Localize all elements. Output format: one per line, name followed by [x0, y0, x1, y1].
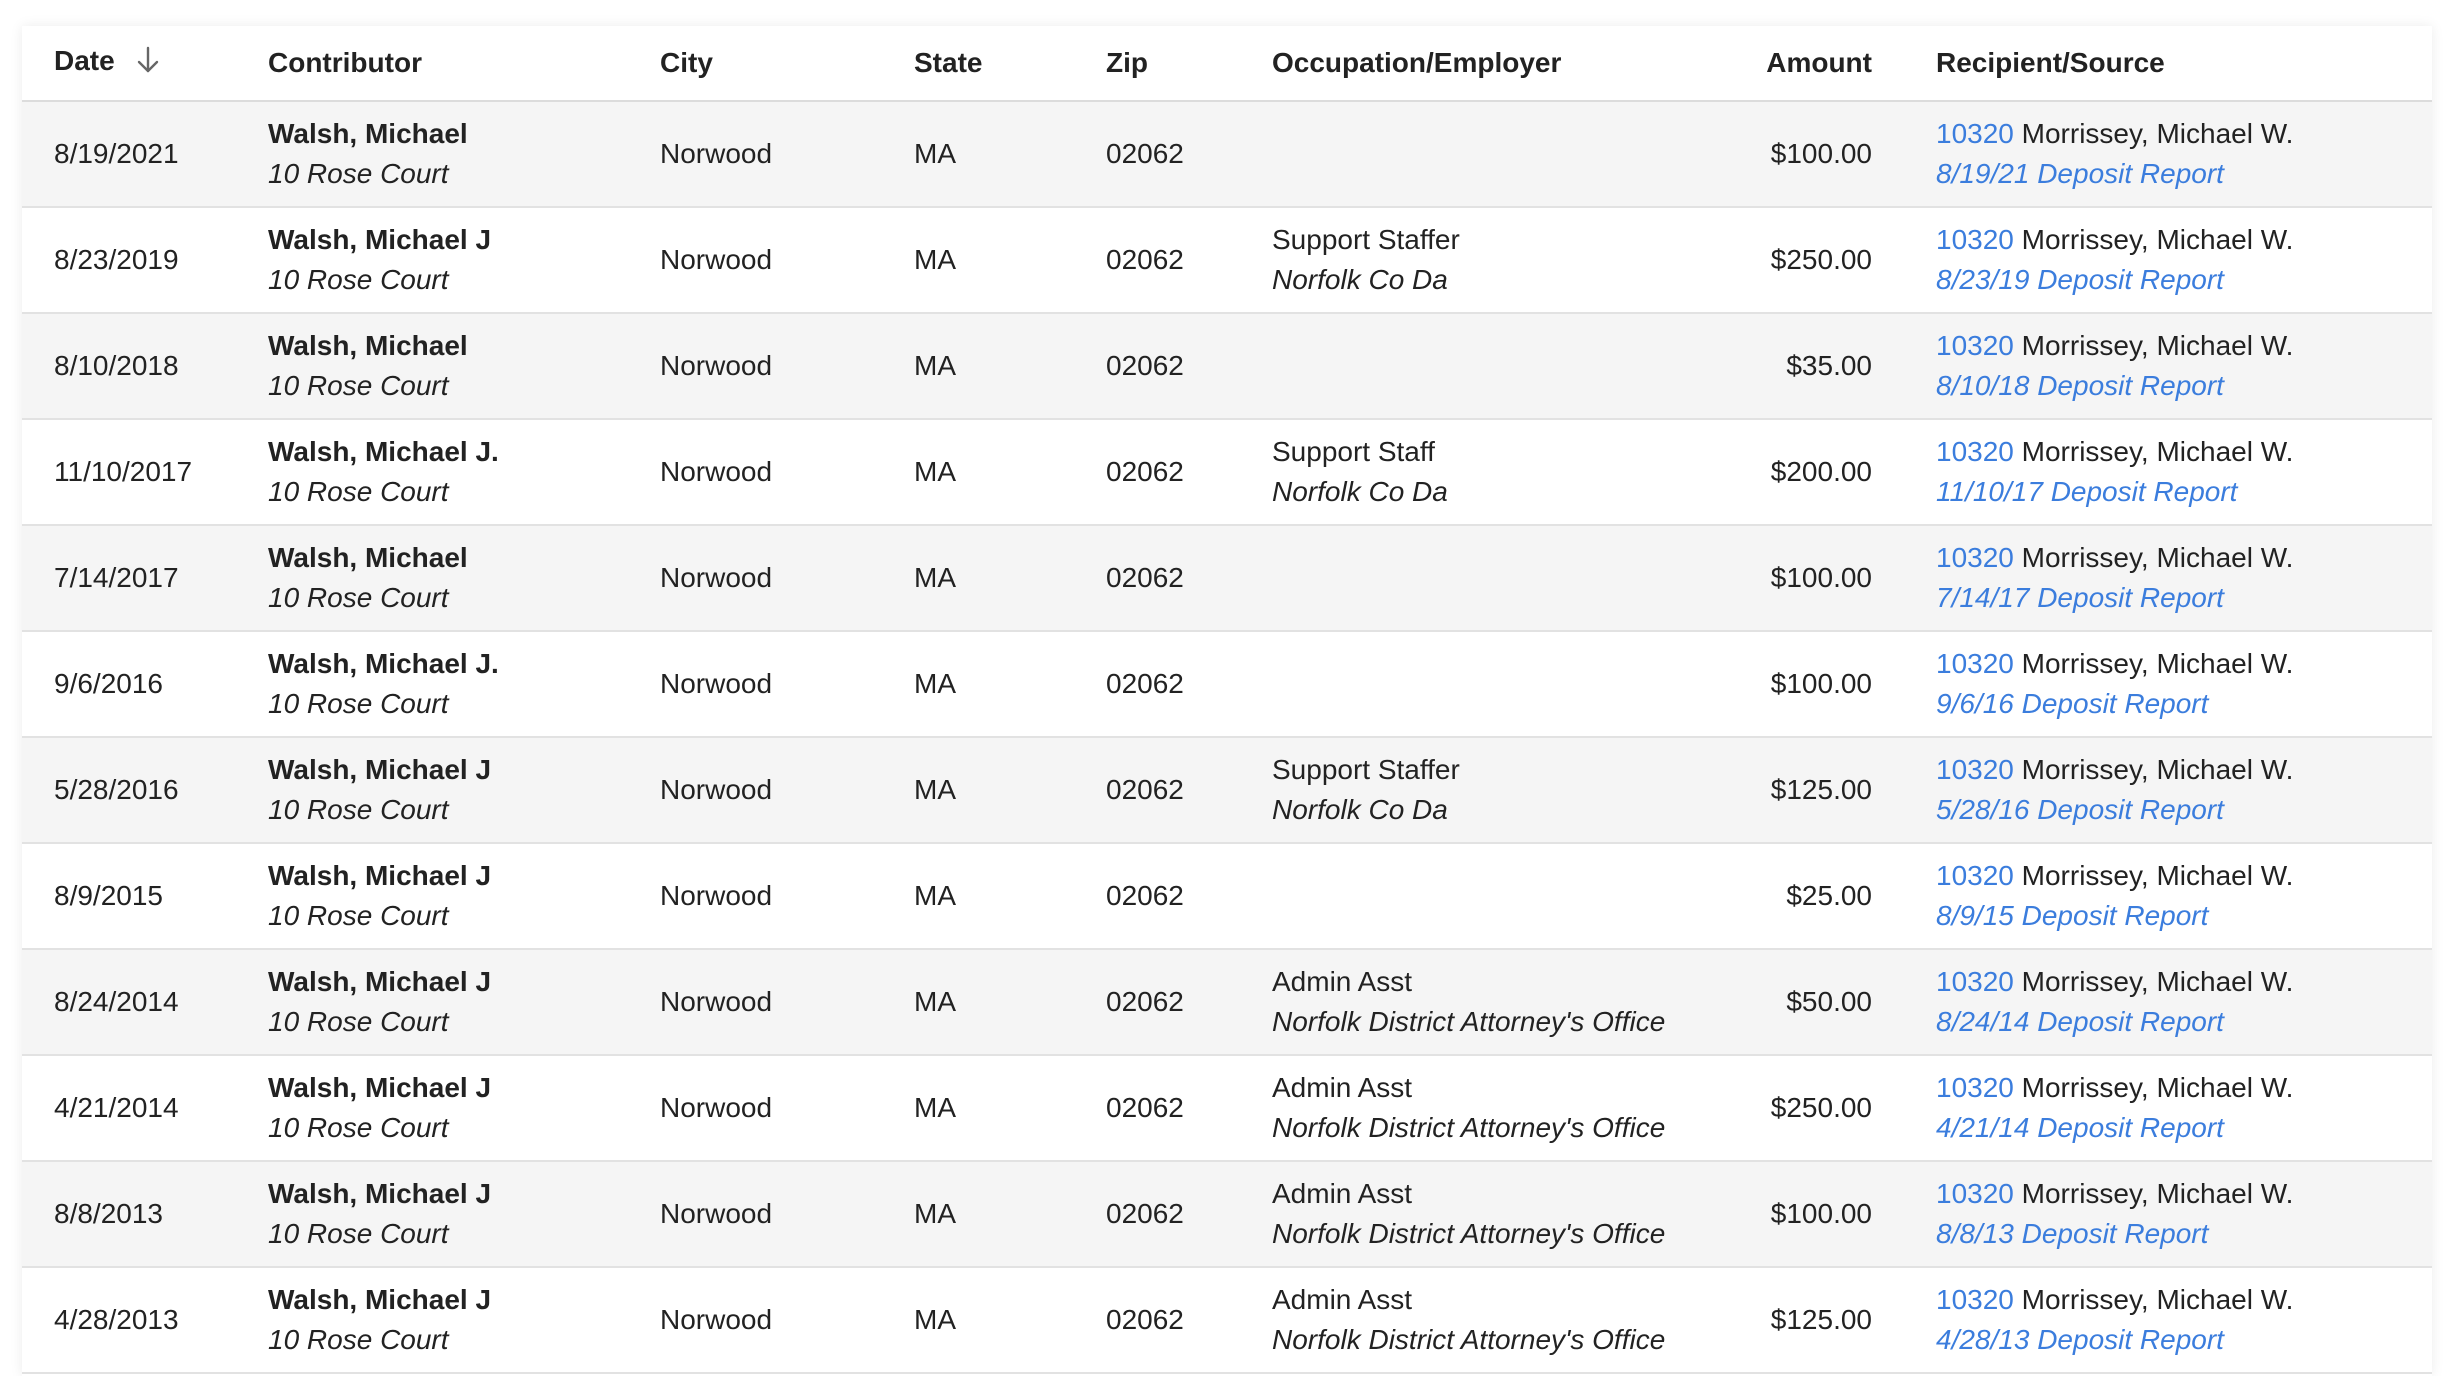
occupation: Support Staff — [1272, 436, 1435, 467]
cell-state: MA — [914, 1267, 1106, 1373]
deposit-report-link[interactable]: 8/10/18 Deposit Report — [1936, 370, 2224, 401]
cell-amount: $35.00 — [1672, 313, 1872, 419]
column-header-occupation[interactable]: Occupation/Employer — [1272, 26, 1672, 101]
deposit-report-link[interactable]: 8/9/15 Deposit Report — [1936, 900, 2209, 931]
employer: Norfolk District Attorney's Office — [1272, 1324, 1666, 1355]
contributions-table — [22, 26, 2432, 1374]
cell-occupation-employer — [1272, 737, 1672, 843]
cell-date: 8/24/2014 — [22, 949, 268, 1055]
table-row — [22, 843, 2432, 949]
cell-amount: $25.00 — [1672, 843, 1872, 949]
column-header-city[interactable]: City — [660, 26, 914, 101]
contributor-name: Walsh, Michael J — [268, 1178, 492, 1209]
contributor-address: 10 Rose Court — [268, 1112, 449, 1143]
column-header-date-label: Date — [54, 45, 115, 77]
cell-date: 4/28/2013 — [22, 1267, 268, 1373]
table-row — [22, 419, 2432, 525]
cell-recipient — [1872, 631, 2432, 737]
cell-zip: 02062 — [1106, 1161, 1272, 1267]
cell-recipient — [1872, 843, 2432, 949]
cell-date: 11/10/2017 — [22, 419, 268, 525]
cell-occupation-employer — [1272, 313, 1672, 419]
cell-state: MA — [914, 1161, 1106, 1267]
recipient-id-link[interactable]: 10320 — [1936, 1178, 2014, 1209]
cell-city: Norwood — [660, 949, 914, 1055]
recipient-id-link[interactable]: 10320 — [1936, 1284, 2014, 1315]
cell-date: 9/6/2016 — [22, 631, 268, 737]
table-row — [22, 101, 2432, 207]
recipient-id-link[interactable]: 10320 — [1936, 118, 2014, 149]
cell-city: Norwood — [660, 631, 914, 737]
employer: Norfolk Co Da — [1272, 794, 1448, 825]
occupation: Admin Asst — [1272, 1178, 1413, 1209]
employer: Norfolk Co Da — [1272, 476, 1448, 507]
table-row — [22, 525, 2432, 631]
contributor-name: Walsh, Michael J — [268, 754, 492, 785]
cell-city: Norwood — [660, 101, 914, 207]
cell-zip: 02062 — [1106, 313, 1272, 419]
recipient-name: Morrissey, Michael W. — [2021, 1178, 2294, 1209]
cell-zip: 02062 — [1106, 631, 1272, 737]
contributor-address: 10 Rose Court — [268, 794, 449, 825]
cell-city: Norwood — [660, 1161, 914, 1267]
recipient-id-link[interactable]: 10320 — [1936, 648, 2014, 679]
deposit-report-link[interactable]: 8/24/14 Deposit Report — [1936, 1006, 2224, 1037]
cell-contributor — [268, 631, 660, 737]
cell-date: 8/23/2019 — [22, 207, 268, 313]
contributor-address: 10 Rose Court — [268, 1006, 449, 1037]
occupation: Support Staffer — [1272, 224, 1460, 255]
deposit-report-link[interactable]: 4/21/14 Deposit Report — [1936, 1112, 2224, 1143]
cell-occupation-employer — [1272, 1055, 1672, 1161]
recipient-id-link[interactable]: 10320 — [1936, 224, 2014, 255]
recipient-name: Morrissey, Michael W. — [2021, 860, 2294, 891]
column-header-contributor[interactable]: Contributor — [268, 26, 660, 101]
recipient-id-link[interactable]: 10320 — [1936, 330, 2014, 361]
cell-occupation-employer — [1272, 843, 1672, 949]
table-row — [22, 1267, 2432, 1373]
contributor-address: 10 Rose Court — [268, 370, 449, 401]
cell-amount: $125.00 — [1672, 737, 1872, 843]
cell-recipient — [1872, 525, 2432, 631]
cell-date: 8/10/2018 — [22, 313, 268, 419]
table-header — [22, 26, 2432, 101]
recipient-id-link[interactable]: 10320 — [1936, 436, 2014, 467]
cell-date: 8/19/2021 — [22, 101, 268, 207]
employer: Norfolk Co Da — [1272, 264, 1448, 295]
table-row — [22, 313, 2432, 419]
cell-occupation-employer — [1272, 1267, 1672, 1373]
cell-date: 4/21/2014 — [22, 1055, 268, 1161]
contributor-name: Walsh, Michael — [268, 542, 468, 573]
cell-contributor — [268, 1267, 660, 1373]
recipient-name: Morrissey, Michael W. — [2021, 1072, 2294, 1103]
cell-zip: 02062 — [1106, 101, 1272, 207]
table-body — [22, 101, 2432, 1373]
column-header-amount[interactable]: Amount — [1672, 26, 1872, 101]
contributor-address: 10 Rose Court — [268, 1218, 449, 1249]
cell-contributor — [268, 313, 660, 419]
cell-date: 5/28/2016 — [22, 737, 268, 843]
contributor-name: Walsh, Michael J — [268, 1072, 492, 1103]
cell-contributor — [268, 419, 660, 525]
cell-amount: $200.00 — [1672, 419, 1872, 525]
cell-state: MA — [914, 843, 1106, 949]
cell-zip: 02062 — [1106, 949, 1272, 1055]
cell-amount: $250.00 — [1672, 207, 1872, 313]
cell-date: 8/8/2013 — [22, 1161, 268, 1267]
recipient-name: Morrissey, Michael W. — [2021, 224, 2294, 255]
table-row — [22, 1161, 2432, 1267]
recipient-id-link[interactable]: 10320 — [1936, 860, 2014, 891]
recipient-name: Morrissey, Michael W. — [2021, 118, 2294, 149]
cell-recipient — [1872, 1267, 2432, 1373]
cell-contributor — [268, 1161, 660, 1267]
cell-recipient — [1872, 419, 2432, 525]
cell-date: 8/9/2015 — [22, 843, 268, 949]
cell-contributor — [268, 525, 660, 631]
recipient-name: Morrissey, Michael W. — [2021, 754, 2294, 785]
cell-recipient — [1872, 1161, 2432, 1267]
cell-zip: 02062 — [1106, 207, 1272, 313]
cell-city: Norwood — [660, 843, 914, 949]
cell-contributor — [268, 737, 660, 843]
recipient-id-link[interactable]: 10320 — [1936, 542, 2014, 573]
cell-city: Norwood — [660, 1055, 914, 1161]
cell-state: MA — [914, 631, 1106, 737]
contributions-table-card — [22, 26, 2432, 1376]
table-row — [22, 737, 2432, 843]
column-header-state[interactable]: State — [914, 26, 1106, 101]
recipient-name: Morrissey, Michael W. — [2021, 330, 2294, 361]
cell-occupation-employer — [1272, 1161, 1672, 1267]
cell-state: MA — [914, 525, 1106, 631]
contributor-address: 10 Rose Court — [268, 900, 449, 931]
recipient-name: Morrissey, Michael W. — [2021, 542, 2294, 573]
contributor-address: 10 Rose Court — [268, 158, 449, 189]
cell-contributor — [268, 1055, 660, 1161]
deposit-report-link[interactable]: 7/14/17 Deposit Report — [1936, 582, 2224, 613]
cell-contributor — [268, 101, 660, 207]
header-row — [22, 26, 2432, 101]
cell-occupation-employer — [1272, 525, 1672, 631]
cell-amount: $250.00 — [1672, 1055, 1872, 1161]
cell-zip: 02062 — [1106, 1267, 1272, 1373]
contributor-name: Walsh, Michael J — [268, 224, 492, 255]
contributor-address: 10 Rose Court — [268, 476, 449, 507]
cell-amount: $100.00 — [1672, 101, 1872, 207]
recipient-id-link[interactable]: 10320 — [1936, 754, 2014, 785]
cell-city: Norwood — [660, 525, 914, 631]
deposit-report-link[interactable]: 8/23/19 Deposit Report — [1936, 264, 2224, 295]
deposit-report-link[interactable]: 8/19/21 Deposit Report — [1936, 158, 2224, 189]
cell-date: 7/14/2017 — [22, 525, 268, 631]
occupation: Support Staffer — [1272, 754, 1460, 785]
recipient-name: Morrissey, Michael W. — [2021, 1284, 2294, 1315]
employer: Norfolk District Attorney's Office — [1272, 1006, 1666, 1037]
column-header-zip[interactable]: Zip — [1106, 26, 1272, 101]
recipient-id-link[interactable]: 10320 — [1936, 966, 2014, 997]
contributor-name: Walsh, Michael J — [268, 860, 492, 891]
recipient-name: Morrissey, Michael W. — [2021, 648, 2294, 679]
table-row — [22, 1055, 2432, 1161]
column-header-date[interactable] — [22, 26, 268, 101]
cell-city: Norwood — [660, 207, 914, 313]
cell-recipient — [1872, 737, 2432, 843]
cell-amount: $100.00 — [1672, 525, 1872, 631]
deposit-report-link[interactable]: 5/28/16 Deposit Report — [1936, 794, 2224, 825]
cell-city: Norwood — [660, 1267, 914, 1373]
cell-state: MA — [914, 1055, 1106, 1161]
contributor-address: 10 Rose Court — [268, 264, 449, 295]
contributor-name: Walsh, Michael J. — [268, 648, 499, 679]
cell-amount: $100.00 — [1672, 1161, 1872, 1267]
cell-city: Norwood — [660, 313, 914, 419]
recipient-name: Morrissey, Michael W. — [2021, 436, 2294, 467]
contributor-name: Walsh, Michael J. — [268, 436, 499, 467]
contributor-name: Walsh, Michael J — [268, 966, 492, 997]
cell-recipient — [1872, 207, 2432, 313]
contributor-name: Walsh, Michael — [268, 330, 468, 361]
cell-occupation-employer — [1272, 207, 1672, 313]
cell-zip: 02062 — [1106, 1055, 1272, 1161]
cell-amount: $125.00 — [1672, 1267, 1872, 1373]
cell-recipient — [1872, 1055, 2432, 1161]
cell-state: MA — [914, 419, 1106, 525]
cell-state: MA — [914, 949, 1106, 1055]
contributor-address: 10 Rose Court — [268, 1324, 449, 1355]
employer: Norfolk District Attorney's Office — [1272, 1112, 1666, 1143]
occupation: Admin Asst — [1272, 1284, 1413, 1315]
table-row — [22, 207, 2432, 313]
contributor-address: 10 Rose Court — [268, 582, 449, 613]
cell-state: MA — [914, 313, 1106, 419]
employer: Norfolk District Attorney's Office — [1272, 1218, 1666, 1249]
cell-zip: 02062 — [1106, 525, 1272, 631]
cell-occupation-employer — [1272, 419, 1672, 525]
deposit-report-link[interactable]: 4/28/13 Deposit Report — [1936, 1324, 2224, 1355]
cell-recipient — [1872, 101, 2432, 207]
cell-zip: 02062 — [1106, 843, 1272, 949]
recipient-id-link[interactable]: 10320 — [1936, 1072, 2014, 1103]
deposit-report-link[interactable]: 8/8/13 Deposit Report — [1936, 1218, 2209, 1249]
cell-amount: $50.00 — [1672, 949, 1872, 1055]
cell-recipient — [1872, 313, 2432, 419]
cell-zip: 02062 — [1106, 419, 1272, 525]
cell-contributor — [268, 207, 660, 313]
contributor-address: 10 Rose Court — [268, 688, 449, 719]
table-row — [22, 949, 2432, 1055]
cell-city: Norwood — [660, 737, 914, 843]
cell-occupation-employer — [1272, 631, 1672, 737]
occupation: Admin Asst — [1272, 966, 1413, 997]
cell-recipient — [1872, 949, 2432, 1055]
recipient-name: Morrissey, Michael W. — [2021, 966, 2294, 997]
occupation: Admin Asst — [1272, 1072, 1413, 1103]
cell-contributor — [268, 843, 660, 949]
cell-contributor — [268, 949, 660, 1055]
cell-occupation-employer — [1272, 949, 1672, 1055]
arrow-down-icon[interactable] — [136, 46, 160, 81]
contributor-name: Walsh, Michael J — [268, 1284, 492, 1315]
contributor-name: Walsh, Michael — [268, 118, 468, 149]
cell-state: MA — [914, 207, 1106, 313]
cell-state: MA — [914, 737, 1106, 843]
cell-zip: 02062 — [1106, 737, 1272, 843]
deposit-report-link[interactable]: 11/10/17 Deposit Report — [1936, 476, 2238, 507]
column-header-recipient[interactable]: Recipient/Source — [1872, 26, 2432, 101]
cell-city: Norwood — [660, 419, 914, 525]
cell-amount: $100.00 — [1672, 631, 1872, 737]
deposit-report-link[interactable]: 9/6/16 Deposit Report — [1936, 688, 2209, 719]
cell-occupation-employer — [1272, 101, 1672, 207]
table-row — [22, 631, 2432, 737]
cell-state: MA — [914, 101, 1106, 207]
